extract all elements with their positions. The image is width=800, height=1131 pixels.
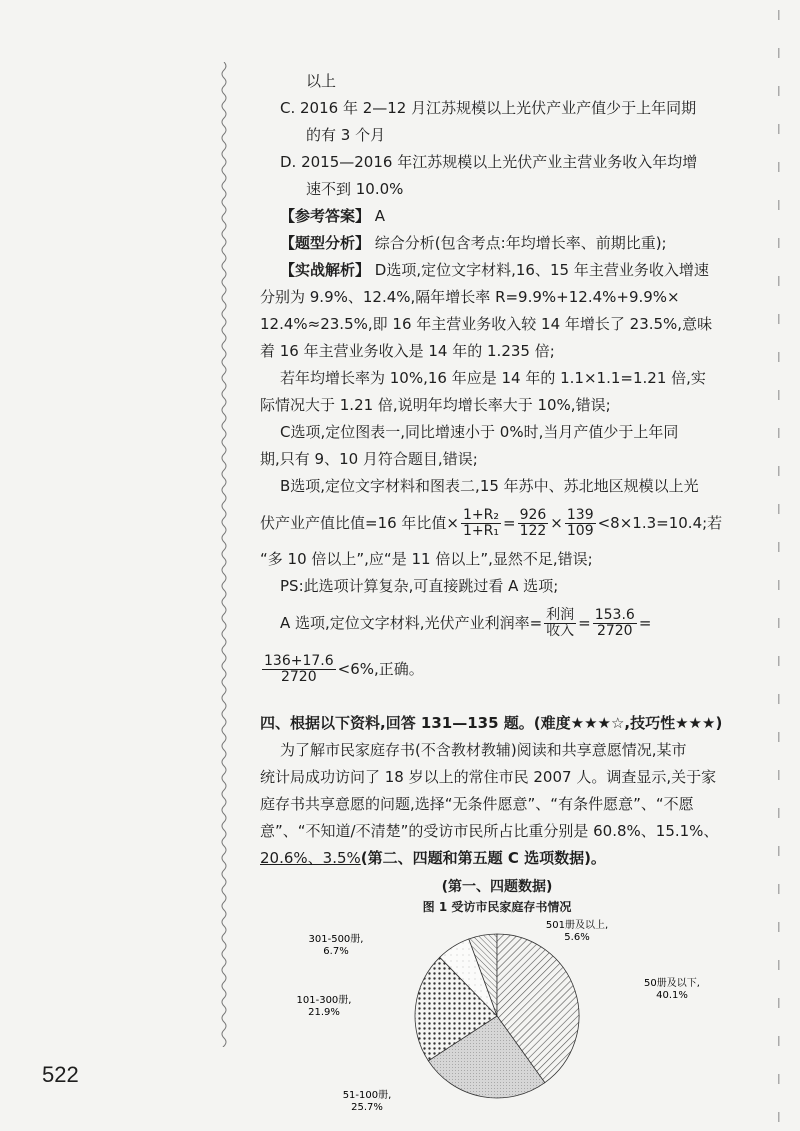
section-4-heading: 四、根据以下资料,回答 131—135 题。(难度★★★☆,技巧性★★★): [260, 714, 723, 732]
times-sign: ×: [550, 513, 563, 532]
fraction-926-numerator: 926: [519, 506, 547, 523]
fraction-r: [461, 508, 501, 539]
analysis-line-4: 着 16 年主营业务收入是 14 年的 1.235 倍;: [260, 342, 555, 360]
option-d-line1: D. 2015—2016 年江苏规模以上光伏产业主营业务收入年均增: [280, 153, 698, 171]
slice-101-300-label: 101-300册,: [296, 995, 352, 1006]
analysis-label: 【实战解析】: [280, 261, 371, 279]
analysis-line-3: 12.4%≈23.5%,即 16 年主营业务收入较 14 年增长了 23.5%,意味: [260, 315, 713, 333]
analysis-text-1: D选项,定位文字材料,16、15 年主营业务收入增速: [374, 261, 709, 279]
analysis-text-10b: <8×1.3=10.4;若: [597, 513, 723, 532]
slice-50-or-less-label: 50册及以下,: [644, 978, 700, 989]
analysis-line-12: PS:此选项计算复杂,可直接跳过看 A 选项;: [280, 577, 559, 595]
answer-label: 【参考答案】: [280, 207, 371, 225]
equals-sign-3: =: [638, 613, 652, 632]
answer-line: [232, 203, 762, 230]
analysis-line-7: C选项,定位图表一,同比增速小于 0%时,当月产值少于上年同: [280, 423, 679, 441]
equals-sign-2: =: [578, 613, 591, 632]
type-analysis-label: 【题型分析】: [280, 234, 371, 252]
fraction-139: [565, 508, 596, 539]
analysis-line-9: B选项,定位文字材料和图表二,15 年苏中、苏北地区规模以上光: [280, 477, 699, 495]
slice-51-100-value: 25.7%: [351, 1102, 383, 1113]
slice-501-plus-value: 5.6%: [564, 932, 590, 943]
analysis-line-1: [232, 257, 762, 284]
fraction-profit: [544, 608, 576, 639]
analysis-line-8: 期,只有 9、10 月符合题目,错误;: [260, 450, 478, 468]
fraction-139-denominator: 109: [566, 522, 594, 539]
fraction-153-denominator: 2720: [596, 622, 633, 639]
analysis-line-10: [232, 500, 762, 546]
analysis-line-13: [232, 600, 762, 646]
analysis-line-11: “多 10 倍以上”,应“是 11 倍以上”,显然不足,错误;: [260, 550, 593, 568]
pie-chart: [232, 916, 762, 1116]
fraction-136: [262, 654, 336, 685]
right-edge-marks: [776, 0, 782, 1131]
slice-501-plus-label: 501册及以上,: [545, 920, 609, 931]
analysis-text-10a: 伏产业产值比值=16 年比值×: [260, 513, 459, 532]
chart-caption: (第一、四题数据): [441, 879, 553, 895]
section-4-para-3: 庭存书共享意愿的问题,选择“无条件愿意”、“有条件愿意”、“不愿: [260, 795, 694, 813]
fraction-r-denominator: 1+R₁: [463, 522, 499, 539]
page-number: 522: [42, 1062, 79, 1087]
option-c-line2: 的有 3 个月: [306, 126, 386, 144]
analysis-line-2: 分别为 9.9%、12.4%,隔年增长率 R=9.9%+12.4%+9.9%×: [260, 288, 680, 306]
figure-title: 图 1 受访市民家庭存书情况: [422, 900, 572, 914]
analysis-text-13a: A 选项,定位文字材料,光伏产业利润率=: [280, 613, 543, 632]
fraction-136-denominator: 2720: [280, 668, 317, 685]
section-4-underlined-values: 20.6%、3.5%: [260, 849, 361, 867]
fraction-136-numerator: 136+17.6: [264, 652, 334, 669]
type-analysis-line: [232, 230, 762, 257]
slice-101-300-value: 21.9%: [308, 1007, 340, 1018]
option-c-line1: C. 2016 年 2—12 月江苏规模以上光伏产业产值少于上年同期: [280, 99, 697, 117]
page-content: [232, 68, 762, 1125]
fraction-r-numerator: 1+R₂: [463, 506, 499, 523]
option-d-line2: 速不到 10.0%: [306, 180, 404, 198]
option-b-tail: 以上: [306, 72, 337, 90]
section-4-para-4: 意”、“不知道/不清楚”的受访市民所占比重分别是 60.8%、15.1%、: [260, 822, 719, 840]
fraction-profit-denominator: 收入: [546, 622, 575, 639]
analysis-text-14b: <6%,正确。: [337, 659, 424, 678]
fraction-139-numerator: 139: [566, 506, 594, 523]
slice-301-500-label: 301-500册,: [308, 934, 364, 945]
fraction-153-numerator: 153.6: [594, 606, 635, 623]
fraction-profit-numerator: 利润: [546, 606, 575, 623]
section-4-note: (第二、四题和第五题 C 选项数据)。: [360, 849, 606, 867]
margin-wavy-line: [220, 62, 228, 1047]
answer-value: A: [374, 207, 386, 225]
analysis-line-6: 际情况大于 1.21 倍,说明年均增长率大于 10%,错误;: [260, 396, 611, 414]
analysis-line-14: [232, 646, 762, 692]
fraction-926: [518, 508, 549, 539]
analysis-line-5: 若年均增长率为 10%,16 年应是 14 年的 1.1×1.1=1.21 倍,实: [280, 369, 706, 387]
slice-51-100-label: 51-100册,: [342, 1090, 392, 1101]
slice-301-500-value: 6.7%: [323, 946, 349, 957]
section-4-para-1: 为了解市民家庭存书(不含教材教辅)阅读和共享意愿情况,某市: [280, 741, 687, 759]
equals-sign: =: [502, 513, 516, 532]
type-analysis-value: 综合分析(包含考点:年均增长率、前期比重);: [374, 234, 667, 252]
section-4-para-2: 统计局成功访问了 18 岁以上的常住市民 2007 人。调查显示,关于家: [260, 768, 717, 786]
section-4-para-5: [232, 845, 762, 872]
fraction-926-denominator: 122: [519, 522, 547, 539]
slice-50-or-less-value: 40.1%: [656, 990, 688, 1001]
fraction-153: [593, 608, 637, 639]
